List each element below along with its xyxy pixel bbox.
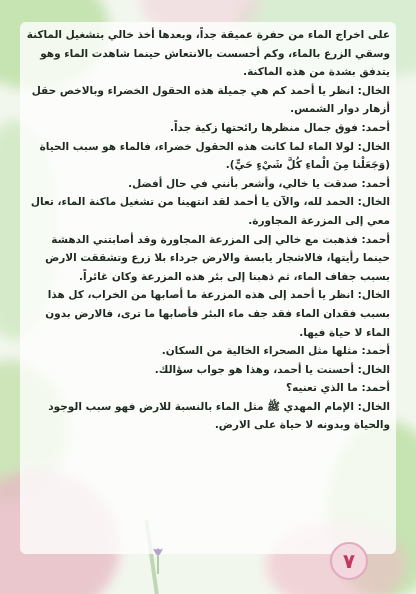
story-text: [26, 26, 390, 435]
paragraph: أحمد: فذهبت مع خالي إلى المزرعة المجاورة وقد أصابتني الدهشة حينما رأيتها، فالاشجار يابسة والارض جرداء بلا زرع وتشققت الارض بسبب جفاف الماء، ثم ذهبنا إلى بئر هذه المزرعة وكان غائراً.: [45, 233, 390, 283]
paragraph: الخال: الحمد لله، والآن يا أحمد لقد انتهينا من تشغيل ماكنة الماء، تعال معي إلى المزرعة المجاورة.: [30, 196, 390, 227]
page-number: ٧: [330, 542, 368, 580]
paragraph: الخال: لولا الماء لما كانت هذه الحقول خضراء، فالماء هو سبب الحياة (وَجَعَلْنا مِنَ الْماءِ كُلَّ شَيْءٍ حَيٍّ).: [39, 140, 390, 172]
paragraph: أحمد: ما الذي تعنيه؟: [285, 382, 390, 395]
paragraph: الخال: انظر يا أحمد إلى هذه المزرعة ما أصابها من الخراب، كل هذا بسبب فقدان الماء فقد جف ماء البئر فأصابها ما ترى، فالارض بدون الماء لا حياة فيها.: [45, 289, 390, 339]
paragraph: على اخراج الماء من حفرة عميقة جداً، وبعدها أخذ خالي بتشغيل الماكنة وسقي الزرع بالماء، وكم أحسست بالانتعاش حينما شاهدت الماء وهو يتدفق بشدة من هذه الماكنة.: [26, 29, 390, 79]
paragraph: أحمد: فوق جمال منظرها رائحتها زكية جداً.: [169, 121, 390, 134]
paragraph: أحمد: مثلها مثل الصحراء الخالية من السكان.: [161, 345, 390, 358]
paragraph: الخال: انظر يا أحمد كم هي جميلة هذه الحقول الخضراء وبالاخص حقل أزهار دوار الشمس.: [31, 84, 390, 116]
paragraph: الخال: أحسنت يا أحمد، وهذا هو جواب سؤالك.: [154, 363, 390, 376]
paragraph: الخال: الإمام المهدي ﷺ مثل الماء بالنسبة للارض فهو سبب الوجود والحياة وبدونه لا حياة على الارض.: [48, 400, 390, 432]
paragraph: أحمد: صدقت يا خالي، وأشعر بأنني في حال أفضل.: [128, 177, 390, 190]
tulip-icon: [150, 546, 166, 574]
